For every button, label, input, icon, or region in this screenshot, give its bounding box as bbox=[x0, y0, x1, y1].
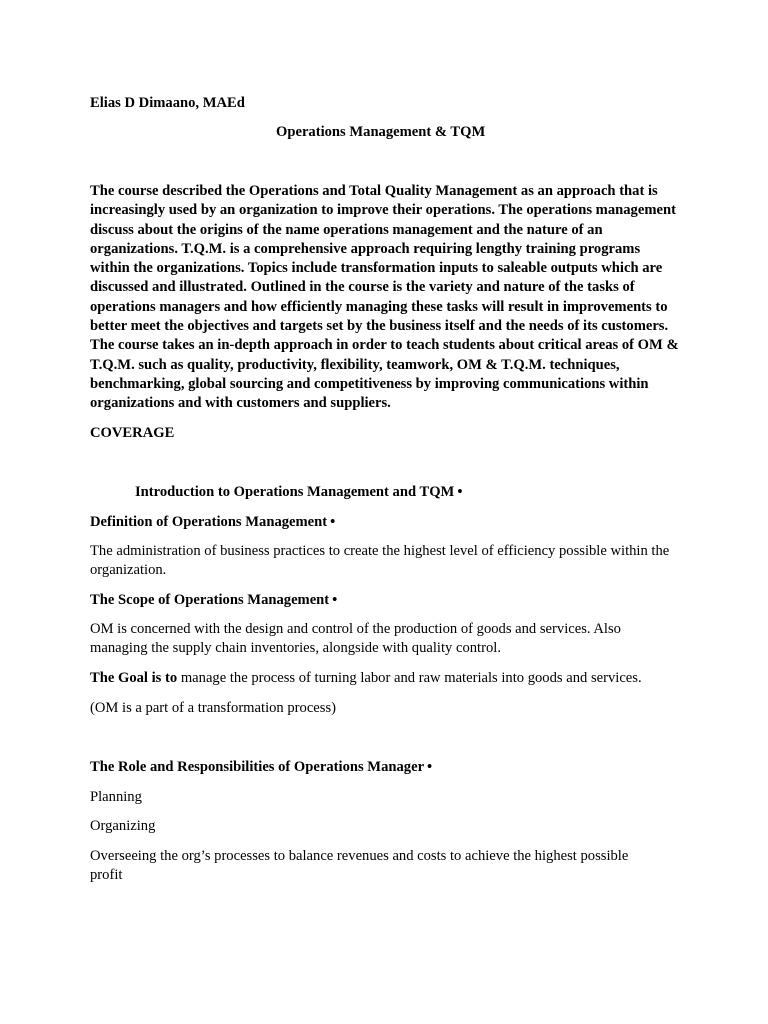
goal-statement bbox=[90, 669, 642, 688]
scope-heading bbox=[90, 591, 337, 610]
author-name: Elias D Dimaano, MAEd bbox=[90, 95, 245, 111]
goal-text: manage the process of turning labor and raw materials into goods and services. bbox=[177, 670, 642, 686]
role-heading-text: The Role and Responsibilities of Operations Manager bbox=[90, 759, 425, 775]
coverage-heading: COVERAGE bbox=[90, 425, 175, 441]
intro-heading-text: Introduction to Operations Management and TQM bbox=[135, 484, 455, 500]
definition-heading-text: Definition of Operations Management bbox=[90, 514, 328, 530]
definition-heading bbox=[90, 513, 335, 532]
role-item-organizing: Organizing bbox=[90, 818, 156, 834]
bullet-icon: • bbox=[330, 514, 336, 530]
intro-heading bbox=[135, 483, 462, 502]
scope-text: OM is concerned with the design and control of the production of goods and services. Also managing the supply chain inventories, alongside with quality control. bbox=[90, 621, 621, 657]
document-title: Operations Management & TQM bbox=[276, 124, 486, 140]
bullet-icon: • bbox=[332, 592, 338, 608]
course-description: The course described the Operations and Total Quality Management as an approach that is increasingly used by an organization to improve their operations. The operations management discuss about the origins of the name operations management and the nature of an organizations. T.Q.M. is a comprehensive approach requiring lengthy training programs within the organizations. Topics include transformation inputs to saleable outputs which are discussed and illustrated. Outlined in the course is the variety and nature of the tasks of operations managers and how efficiently managing these tasks will result in improvements to better meet the objectives and targets set by the business itself and the needs of its customers. The course takes an in-depth approach in order to teach students about critical areas of OM & T.Q.M. such as quality, productivity, flexibility, teamwork, OM & T.Q.M. techniques, benchmarking, global sourcing and competitiveness by improving communications within organizations and with customers and suppliers. bbox=[90, 183, 679, 412]
scope-heading-text: The Scope of Operations Management bbox=[90, 592, 330, 608]
goal-label: The Goal is to bbox=[90, 670, 178, 686]
role-item-overseeing: Overseeing the org’s processes to balance revenues and costs to achieve the highest possible profit bbox=[90, 848, 629, 884]
role-heading bbox=[90, 758, 432, 777]
definition-text: The administration of business practices to create the highest level of efficiency possible within the organization. bbox=[90, 543, 670, 579]
om-note: (OM is a part of a transformation process) bbox=[90, 700, 336, 716]
bullet-icon: • bbox=[427, 759, 433, 775]
bullet-icon: • bbox=[457, 484, 463, 500]
role-item-planning: Planning bbox=[90, 789, 142, 805]
